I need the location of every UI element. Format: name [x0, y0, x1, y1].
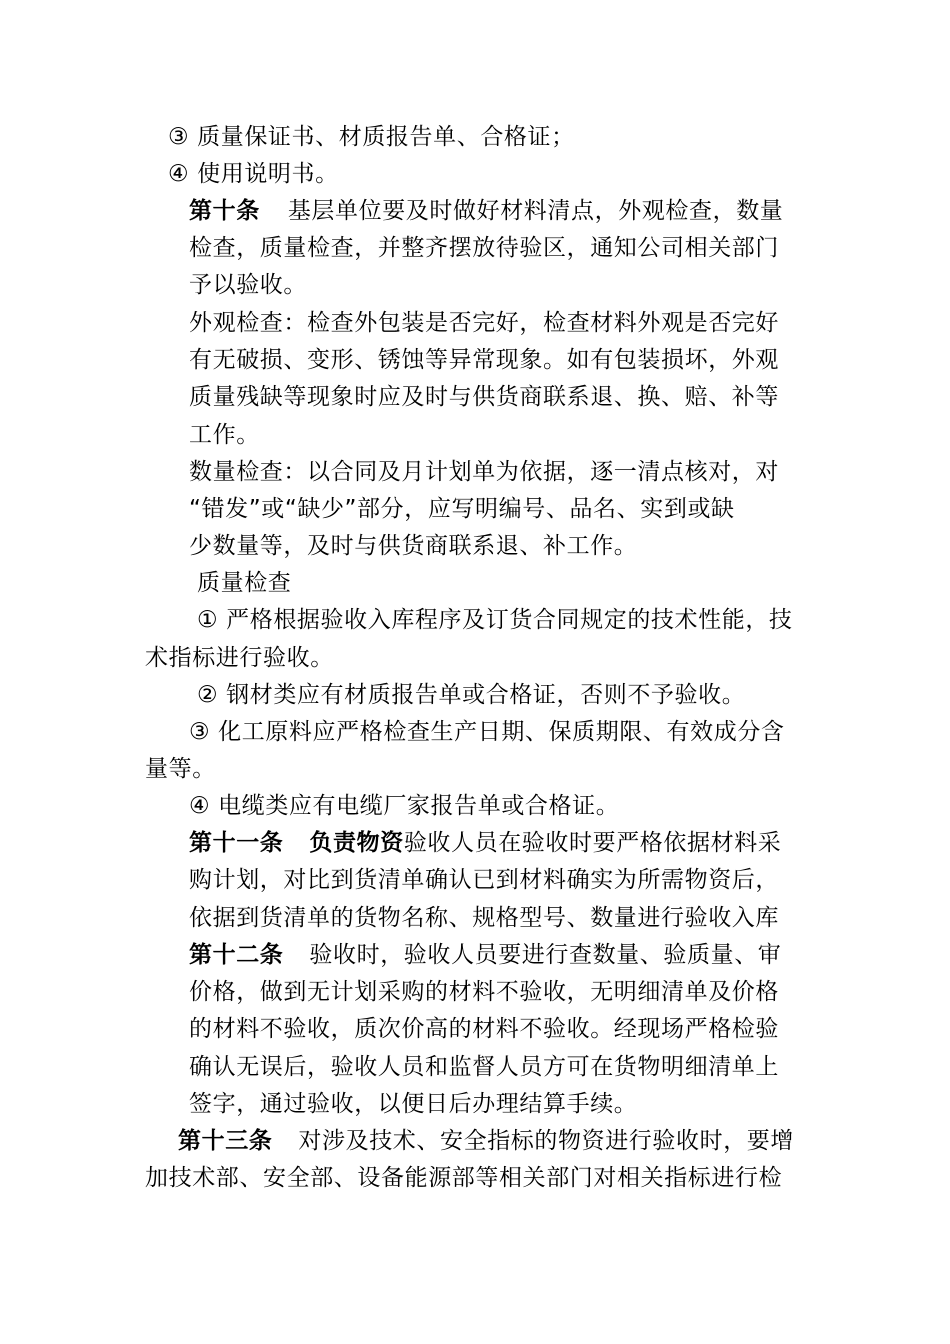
- doc-line: 加技术部、安全部、设备能源部等相关部门对相关指标进行检: [145, 1165, 783, 1191]
- doc-line: 予以验收。: [189, 272, 307, 298]
- doc-line: 依据到货清单的货物名称、规格型号、数量进行验收入库: [189, 905, 779, 931]
- article-12-heading: 第十二条: [189, 942, 284, 968]
- article-10-heading: 第十条: [189, 198, 260, 224]
- article-12-line: [189, 940, 781, 970]
- doc-line: ④ 电缆类应有电缆厂家报告单或合格证。: [189, 793, 620, 819]
- article-13-line: [178, 1126, 794, 1156]
- doc-line: 检查，质量检查，并整齐摆放待验区，通知公司相关部门: [189, 235, 779, 261]
- doc-line: 确认无误后，验收人员和监督人员方可在货物明细清单上: [189, 1054, 779, 1080]
- article-10-line: [189, 196, 783, 226]
- doc-line: ③ 化工原料应严格检查生产日期、保质期限、有效成分含: [189, 719, 785, 745]
- section-heading: 质量检查: [197, 570, 292, 596]
- doc-line: ① 严格根据验收入库程序及订货合同规定的技术性能，技: [197, 607, 793, 633]
- article-12-text: 验收时，验收人员要进行查数量、验质量、审: [309, 942, 782, 968]
- doc-line: 量等。: [145, 756, 216, 782]
- article-11-text: 验收人员在验收时要严格依据材料采: [403, 830, 782, 856]
- article-11-line: [189, 828, 781, 858]
- doc-line: 工作。: [189, 422, 260, 448]
- article-13-heading: 第十三条: [178, 1128, 273, 1154]
- doc-line: “错发”或“缺少”部分，应写明编号、品名、实到或缺: [189, 496, 735, 522]
- article-13-text: 对涉及技术、安全指标的物资进行验收时，要增: [298, 1128, 795, 1154]
- article-11-bold-text: 负责物资: [309, 830, 404, 856]
- doc-line: ③ 质量保证书、材质报告单、合格证；: [168, 124, 575, 150]
- doc-line: 外观检查：检查外包装是否完好，检查材料外观是否完好: [189, 310, 779, 336]
- doc-line: 少数量等，及时与供货商联系退、补工作。: [189, 533, 638, 559]
- doc-line: 签字，通过验收，以便日后办理结算手续。: [189, 1091, 638, 1117]
- article-11-heading: 第十一条: [189, 830, 284, 856]
- doc-line: 的材料不验收，质次价高的材料不验收。经现场严格检验: [189, 1016, 779, 1042]
- article-10-text: 基层单位要及时做好材料清点，外观检查，数量: [287, 198, 784, 224]
- doc-line: 价格，做到无计划采购的材料不验收，无明细清单及价格: [189, 979, 779, 1005]
- doc-line: 数量检查：以合同及月计划单为依据，逐一清点核对，对: [189, 459, 779, 485]
- doc-line: ④ 使用说明书。: [168, 161, 339, 187]
- doc-line: 质量残缺等现象时应及时与供货商联系退、换、赔、补等: [189, 384, 779, 410]
- doc-line: 购计划，对比到货清单确认已到材料确实为所需物资后，: [189, 867, 779, 893]
- doc-line: 术指标进行验收。: [145, 645, 334, 671]
- doc-line: ② 钢材类应有材质报告单或合格证，否则不予验收。: [197, 682, 746, 708]
- doc-line: 有无破损、变形、锈蚀等异常现象。如有包装损坏，外观: [189, 347, 779, 373]
